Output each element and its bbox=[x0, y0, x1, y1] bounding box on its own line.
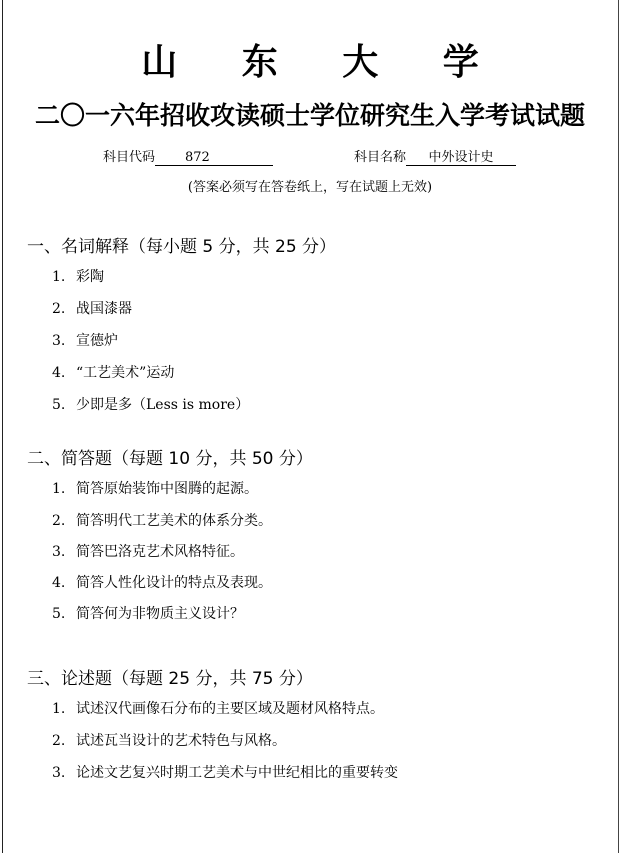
subject-name-value: 中外设计史 bbox=[406, 151, 516, 166]
question-text: 论述文艺复兴时期工艺美术与中世纪相比的重要转变 bbox=[76, 765, 398, 781]
section-heading: 一、名词解释（每小题 5 分，共 25 分） bbox=[27, 237, 337, 257]
question-item bbox=[52, 330, 118, 350]
question-item bbox=[52, 541, 244, 561]
question-item bbox=[52, 762, 398, 782]
subject-code bbox=[103, 146, 273, 166]
question-text: 简答何为非物质主义设计？ bbox=[76, 606, 244, 622]
section-heading: 二、简答题（每题 10 分，共 50 分） bbox=[27, 449, 313, 469]
question-text: 简答明代工艺美术的体系分类。 bbox=[76, 513, 272, 529]
question-item bbox=[52, 394, 249, 414]
question-item bbox=[52, 266, 104, 286]
question-number: 1. bbox=[52, 481, 66, 497]
question-number: 1. bbox=[52, 701, 66, 717]
question-item bbox=[52, 572, 272, 592]
question-number: 4. bbox=[52, 365, 66, 381]
question-text: 简答原始装饰中图腾的起源。 bbox=[76, 481, 258, 497]
question-item bbox=[52, 298, 132, 318]
question-text: 简答人性化设计的特点及表现。 bbox=[76, 575, 272, 591]
question-number: 4. bbox=[52, 575, 66, 591]
question-text: 试述瓦当设计的艺术特色与风格。 bbox=[76, 733, 286, 749]
question-text: 彩陶 bbox=[76, 269, 104, 285]
subject-name-label: 科目名称 bbox=[354, 150, 407, 165]
answer-note: (答案必须写在答卷纸上，写在试题上无效) bbox=[187, 180, 433, 195]
question-item bbox=[52, 510, 272, 530]
question-number: 5. bbox=[52, 606, 66, 622]
question-item bbox=[52, 698, 384, 718]
question-text: 少即是多（Less is more） bbox=[76, 397, 250, 413]
question-text: “工艺美术”运动 bbox=[76, 365, 175, 381]
subject-code-value: 872 bbox=[155, 151, 273, 166]
university-name: 山 东 大 学 bbox=[141, 41, 505, 83]
question-item bbox=[52, 730, 286, 750]
question-item bbox=[52, 478, 258, 498]
question-item bbox=[52, 603, 244, 623]
question-number: 2. bbox=[52, 301, 66, 317]
subject-name bbox=[354, 146, 516, 166]
section-heading: 三、论述题（每题 25 分，共 75 分） bbox=[27, 669, 313, 689]
question-text: 简答巴洛克艺术风格特征。 bbox=[76, 544, 244, 560]
subject-code-label: 科目代码 bbox=[103, 150, 156, 165]
question-number: 5. bbox=[52, 397, 66, 413]
question-number: 3. bbox=[52, 333, 66, 349]
question-number: 2. bbox=[52, 733, 66, 749]
question-text: 试述汉代画像石分布的主要区域及题材风格特点。 bbox=[76, 701, 384, 717]
question-number: 3. bbox=[52, 544, 66, 560]
question-number: 2. bbox=[52, 513, 66, 529]
question-number: 1. bbox=[52, 269, 66, 285]
question-text: 战国漆器 bbox=[76, 301, 132, 317]
exam-title: 二〇一六年招收攻读硕士学位研究生入学考试试题 bbox=[34, 101, 585, 130]
question-number: 3. bbox=[52, 765, 66, 781]
question-text: 宣德炉 bbox=[76, 333, 118, 349]
question-item bbox=[52, 362, 174, 382]
